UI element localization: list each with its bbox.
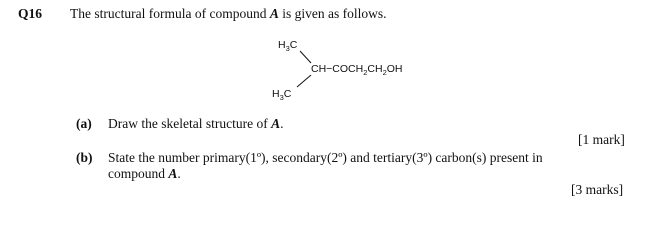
part-a-marks: [1 mark] xyxy=(578,132,625,147)
methyl-group-bottom: $H_3C$ xyxy=(272,88,292,102)
question-stem-end: is given as follows. xyxy=(278,6,387,21)
part-a-label: (a) xyxy=(76,116,92,131)
bond-bottom xyxy=(297,75,311,87)
part-b-line2-text: compound xyxy=(108,166,169,181)
question-stem xyxy=(70,6,386,22)
question-number: Q16 xyxy=(18,6,43,21)
question-stem-text: The structural formula of compound xyxy=(70,6,270,21)
part-b-compound-letter: A xyxy=(168,166,178,181)
part-b-period: . xyxy=(177,166,181,181)
part-b-line2 xyxy=(108,166,181,182)
main-chain: $CH-COCH_2CH_2OH$ xyxy=(311,63,403,77)
part-a-compound-letter: A xyxy=(271,116,281,131)
part-a-period: . xyxy=(280,116,284,131)
part-b-line1: State the number primary(1º), secondary(2º) and tertiary(3º) carbon(s) present in xyxy=(108,150,543,165)
part-a-text xyxy=(108,116,283,132)
part-b-label: (b) xyxy=(76,150,93,165)
structural-formula xyxy=(266,36,446,102)
methyl-group-top: $H_3C$ xyxy=(278,39,298,53)
bond-top xyxy=(300,51,311,63)
compound-letter: A xyxy=(269,6,279,21)
part-b-marks: [3 marks] xyxy=(571,182,624,197)
part-a-instruction: Draw the skeletal structure of xyxy=(108,116,272,131)
